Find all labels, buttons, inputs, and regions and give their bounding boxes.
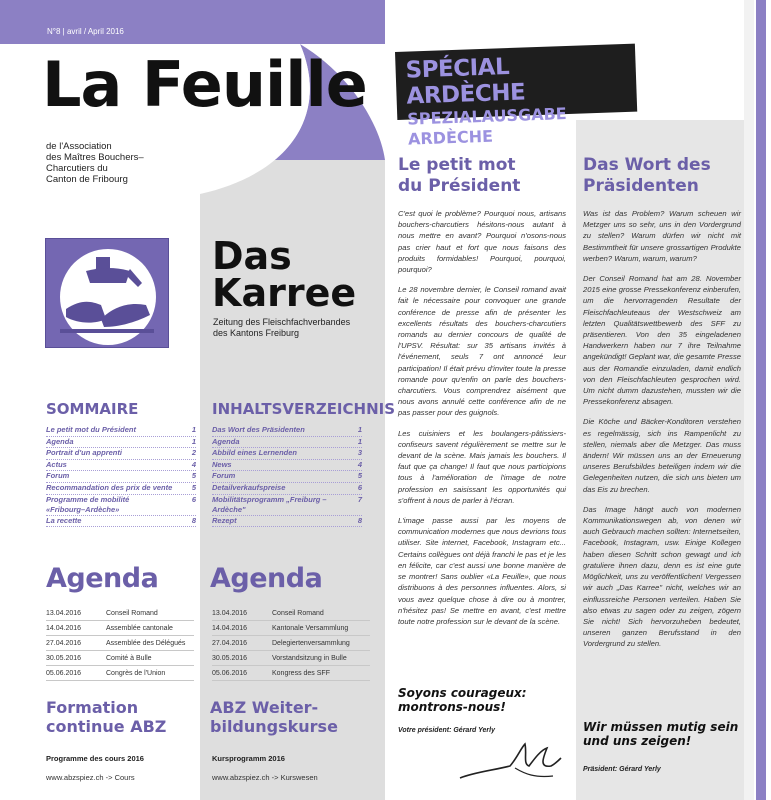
course-program-label-fr: Programme des cours 2016: [46, 754, 144, 763]
toc-item[interactable]: Recommandation des prix de vente 5: [46, 483, 196, 495]
toc-item[interactable]: Abbild eines Lernenden 3: [212, 448, 362, 460]
toc-item[interactable]: Forum 5: [212, 471, 362, 483]
issue-label: N°8 | avril / April 2016: [47, 27, 124, 36]
article-slogan-de: Wir müssen mutig sein und uns zeigen!: [583, 720, 739, 748]
newsletter-title: La Feuille: [42, 48, 367, 121]
agenda-row: 27.04.2016 Delegiertenversammlung: [212, 636, 370, 651]
page-edge-strip: [744, 0, 754, 800]
toc-item[interactable]: Portrait d'un apprenti 2: [46, 448, 196, 460]
agenda-row: 27.04.2016 Assemblée des Délégués: [46, 636, 194, 651]
agenda-list-de: [212, 606, 370, 681]
agenda-row: 05.06.2016 Kongress des SFF: [212, 666, 370, 681]
header-band: [0, 0, 385, 44]
special-edition-banner: [395, 44, 637, 149]
formation-heading-fr: Formation continue ABZ: [46, 698, 167, 736]
toc-item[interactable]: Das Wort des Präsidenten 1: [212, 425, 362, 437]
toc-item[interactable]: Agenda 1: [212, 437, 362, 449]
toc-item[interactable]: Detailverkaufspreise 6: [212, 483, 362, 495]
formation-heading-de: ABZ Weiter- bildungskurse: [210, 698, 338, 736]
agenda-row: 14.04.2016 Kantonale Versammlung: [212, 621, 370, 636]
special-edition-de: SPEZIALAUSGABE ARDÈCHE: [407, 104, 567, 149]
table-of-contents-fr: [46, 425, 196, 527]
toc-item[interactable]: La recette 8: [46, 516, 196, 528]
inhaltsverzeichnis-heading: INHALTSVERZEICHNIS: [212, 400, 396, 418]
toc-item[interactable]: Le petit mot du Président 1: [46, 425, 196, 437]
publisher-subtitle: de l'Association des Maîtres Bouchers– Charcutiers du Canton de Fribourg: [46, 141, 144, 185]
article-slogan-fr: Soyons courageux: montrons-nous!: [398, 686, 527, 714]
agenda-row: 13.04.2016 Conseil Romand: [212, 606, 370, 621]
toc-item[interactable]: Actus 4: [46, 460, 196, 472]
article-body-fr: C'est quoi le problème? Pourquoi nous, artisans bouchers-charcutiers hésitons-nous autant à nous mettre en avant? Pourquoi n'osons-nous pas crier haut et fort que nous faisons des produits formidables! Pourquoi, pourquoi, pourquoi? Le 28 novembre dernier, le Conseil romand avait fait le nécessaire pour convoquer une grande conférence de presse afin de présenter les excellents résultats des bouchers-charcutiers romands au dernier concours de qualité de l'UPSV. Résultat: sur 35 artisans invités à l'événement, seuls 7 ont annoncé leur participation! Il était prévu d'inviter toute la presse romande pour qu'enfin on parle des bouchers-charcutiers. Vous comprendrez aisément que nous avons annulé cette conférence afin de ne pas passer pour des guignols. Les cuisiniers et les boulangers-pâtissiers-confiseurs savent régulièrement se mettre sur le devant de la scène. Mais jamais les bouchers. Il faut que ça change! Il faut que nous participions tous à l'amélioration de l'image de notre profession en saisissant les opportunités qui s'offrent à nous de parler à l'écran. L'image passe aussi par les moyens de communication modernes que nous devrions tous utiliser. Site internet, Facebook, Instagram etc... Certains collègues ont déjà franchi le pas et je les en félicite, car c'est aussi une bonne manière de se montrer! Sans oublier «La Feuille», que nous distribuons à des personnes influentes. Alors, si vous avez quelque chose à dire ou à montrer, n'hésitez pas! Se mettre en avant, c'est mettre toute notre profession sur le devant de la scène.: [398, 209, 566, 626]
signature-line-de: Präsident: Gérard Yerly: [583, 766, 661, 773]
toc-item[interactable]: Mobilitätsprogramm „Freiburg – Ardèche" 7: [212, 494, 362, 515]
article-title-de: Das Wort des Präsidenten: [583, 155, 711, 196]
handwritten-signature: [455, 738, 565, 788]
karree-title: Das Karree: [212, 234, 357, 315]
butcher-logo: [45, 238, 169, 348]
table-of-contents-de: [212, 425, 362, 527]
agenda-row: 30.05.2016 Vorstandsitzung in Bulle: [212, 651, 370, 666]
agenda-row: 14.04.2016 Assemblée cantonale: [46, 621, 194, 636]
karree-subtitle: Zeitung des Fleischfachverbandes des Kantons Freiburg: [213, 317, 351, 338]
agenda-list-fr: [46, 606, 194, 681]
article-body-de: Was ist das Problem? Warum scheuen wir Metzger uns so sehr, uns in den Vordergrund zu stellen? Warum dürfen wir nicht mit Bestimmtheit für unsere grossartigen Produkte werben? Warum, warum, warum? Der Conseil Romand hat am 28. November 2015 eine grosse Pressekonferenz einberufen, um die hervorragenden Resultate der Fleischfachleuteaus der Westschweiz am letzten Qualitätswettbewerb des SFF zu präsentieren. Von den 35 eingeladenen Handwerkern haben nur 7 ihre Teilnahme angekündigt! Geplant war, die gesamte Presse aus der Romandie einzuladen, damit endlich von den Fleischfachleuten gesprochen wird. Um nicht dumm dazustehen, mussten wir die Pressekonferenz absagen. Die Köche und Bäcker-Konditoren verstehen es regelmässig, sich ins Rampenlicht zu stellen, niemals aber die Metzger. Das muss ändern! Wir müssen uns an der Erneuerung unseres Berufsbildes beteiligen indem wir die Gelegenheiten nutzen, die sich uns bieten um das Eis zu brechen. Das Image hängt auch von modernen Kommunikationswegen ab, von denen wir auch Gebrauch machen sollten: Internetseiten, Facebook, Instagram, usw. Einige Kollegen haben diesen Schritt schon gewagt und ich gratuliere ihnen dazu, denn es ist eine gute Möglichkeit, uns zu veröffentlichen! Vergessen wir auch „Das Karree" nicht, welches wir an einflussreiche Personen verteilen. Haben Sie also etwas zu sagen oder zu zeigen, zögern Sie nicht! Sich hervorzuheben bedeutet, unseren ganzen Berufsstand in den Vordergrund zu stellen.: [583, 209, 741, 649]
article-title-fr: Le petit mot du Président: [398, 155, 521, 196]
special-edition-fr: SPÉCIAL ARDÈCHE: [405, 54, 526, 110]
agenda-row: 05.06.2016 Congrès de l'Union: [46, 666, 194, 681]
course-link-de[interactable]: www.abzspiez.ch -> Kurswesen: [212, 773, 318, 782]
course-program-label-de: Kursprogramm 2016: [212, 754, 285, 763]
sommaire-heading: SOMMAIRE: [46, 400, 139, 418]
toc-item[interactable]: Agenda 1: [46, 437, 196, 449]
butcher-hands-icon: [46, 239, 170, 349]
agenda-row: 30.05.2016 Comité à Bulle: [46, 651, 194, 666]
toc-item[interactable]: News 4: [212, 460, 362, 472]
toc-item[interactable]: Programme de mobilité «Fribourg–Ardèche» 6: [46, 494, 196, 515]
agenda-row: 13.04.2016 Conseil Romand: [46, 606, 194, 621]
toc-item[interactable]: Forum 5: [46, 471, 196, 483]
page-edge-stripe: [756, 0, 766, 800]
signature-line-fr: Votre président: Gérard Yerly: [398, 727, 495, 734]
agenda-heading-de: Agenda: [210, 563, 323, 594]
toc-item[interactable]: Rezept 8: [212, 516, 362, 528]
agenda-heading-fr: Agenda: [46, 563, 159, 594]
course-link-fr[interactable]: www.abzspiez.ch -> Cours: [46, 773, 135, 782]
